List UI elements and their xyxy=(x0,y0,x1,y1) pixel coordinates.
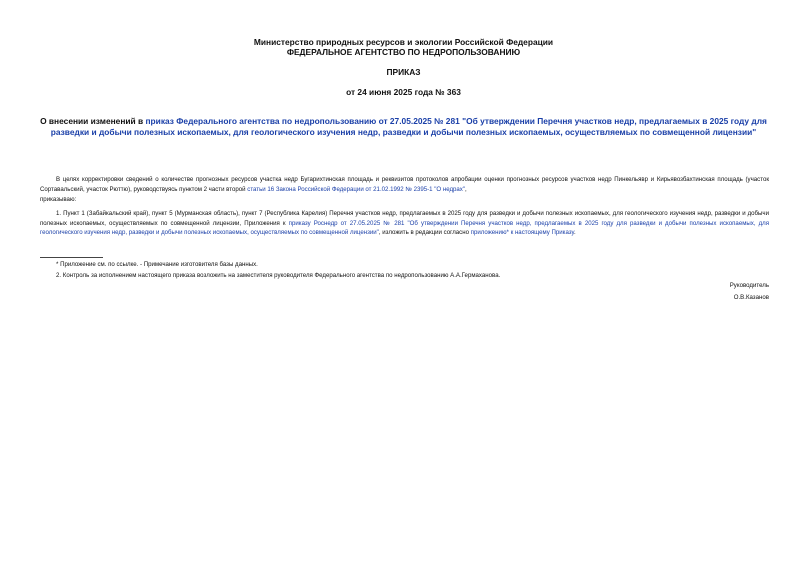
order-word: приказываю: xyxy=(40,195,77,203)
ministry-name: Министерство природных ресурсов и экологии Российской Федерации xyxy=(253,37,554,47)
item-1-middle: , изложить в редакции согласно xyxy=(378,229,471,237)
preamble-paragraph xyxy=(40,175,769,194)
preamble-suffix: , xyxy=(465,185,467,193)
item-1-paragraph xyxy=(40,209,769,238)
title-link[interactable]: приказ Федерального агентства по недропользованию от 27.05.2025 № 281 "Об утверждении Перечня участков недр, предлагаемых в 2025 году для разведки и добычи полезных ископаемых, для геологического изучения недр, разведки и добычи полезных ископаемых, осуществляемых по совмещенной лицензии" xyxy=(50,116,767,137)
item-2-paragraph: 2. Контроль за исполнением настоящего приказа возложить на заместителя руководителя Федерального агентства по недропользованию А.А.Гермаханова. xyxy=(56,271,501,279)
preamble-text: В целях корректировки сведений о количестве прогнозных ресурсов участка недр Бугарихтинская площадь и реквизитов протоколов апробации оценки прогнозных ресурсов участков недр Пинкельявр и Кирьявозбахтинская площадь (участок Сортавальский, участок Рюттю), руководствуясь пунктом 2 части второй xyxy=(40,176,769,193)
title-prefix: О внесении изменений в xyxy=(40,116,146,126)
law-link[interactable]: статьи 16 Закона Российской Федерации от 21.02.1992 № 2395-1 "О недрах" xyxy=(247,185,466,193)
signature-role: Руководитель xyxy=(729,282,769,289)
document-date-number: от 24 июня 2025 года № 363 xyxy=(346,87,461,97)
footnote: * Приложение см. по ссылке. - Примечание изготовителя базы данных. xyxy=(56,260,258,268)
document-type: ПРИКАЗ xyxy=(386,67,421,77)
document-title xyxy=(38,116,769,138)
appendix-link[interactable]: приложению* к настоящему Приказу xyxy=(470,229,574,237)
order-281-link[interactable]: приказу Роснедр от 27.05.2025 № 281 "Об утверждении Перечня участков недр, предлагаемых в 2025 году для разведки и добычи полезных ископаемых, для геологического изучения недр, разведки и добычи полезных ископаемых, осуществляемых по совмещенной лицензии" xyxy=(40,219,769,237)
item-1-end: . xyxy=(573,229,576,237)
signature-name: О.В.Казанов xyxy=(733,294,769,301)
agency-name: ФЕДЕРАЛЬНОЕ АГЕНТСТВО ПО НЕДРОПОЛЬЗОВАНИЮ xyxy=(286,47,521,57)
item-1-text: 1. Пункт 1 (Забайкальский край), пункт 5 (Мурманская область), пункт 7 (Республика Карелия) Перечня участков недр, предлагаемых в 2025 году для разведки и добычи полезных ископаемых, для геологического изучения недр, разведки и добычи полезных ископаемых, осуществляемых по совмещенной лицензии, Приложения к xyxy=(40,210,769,227)
footnote-divider xyxy=(40,257,103,258)
